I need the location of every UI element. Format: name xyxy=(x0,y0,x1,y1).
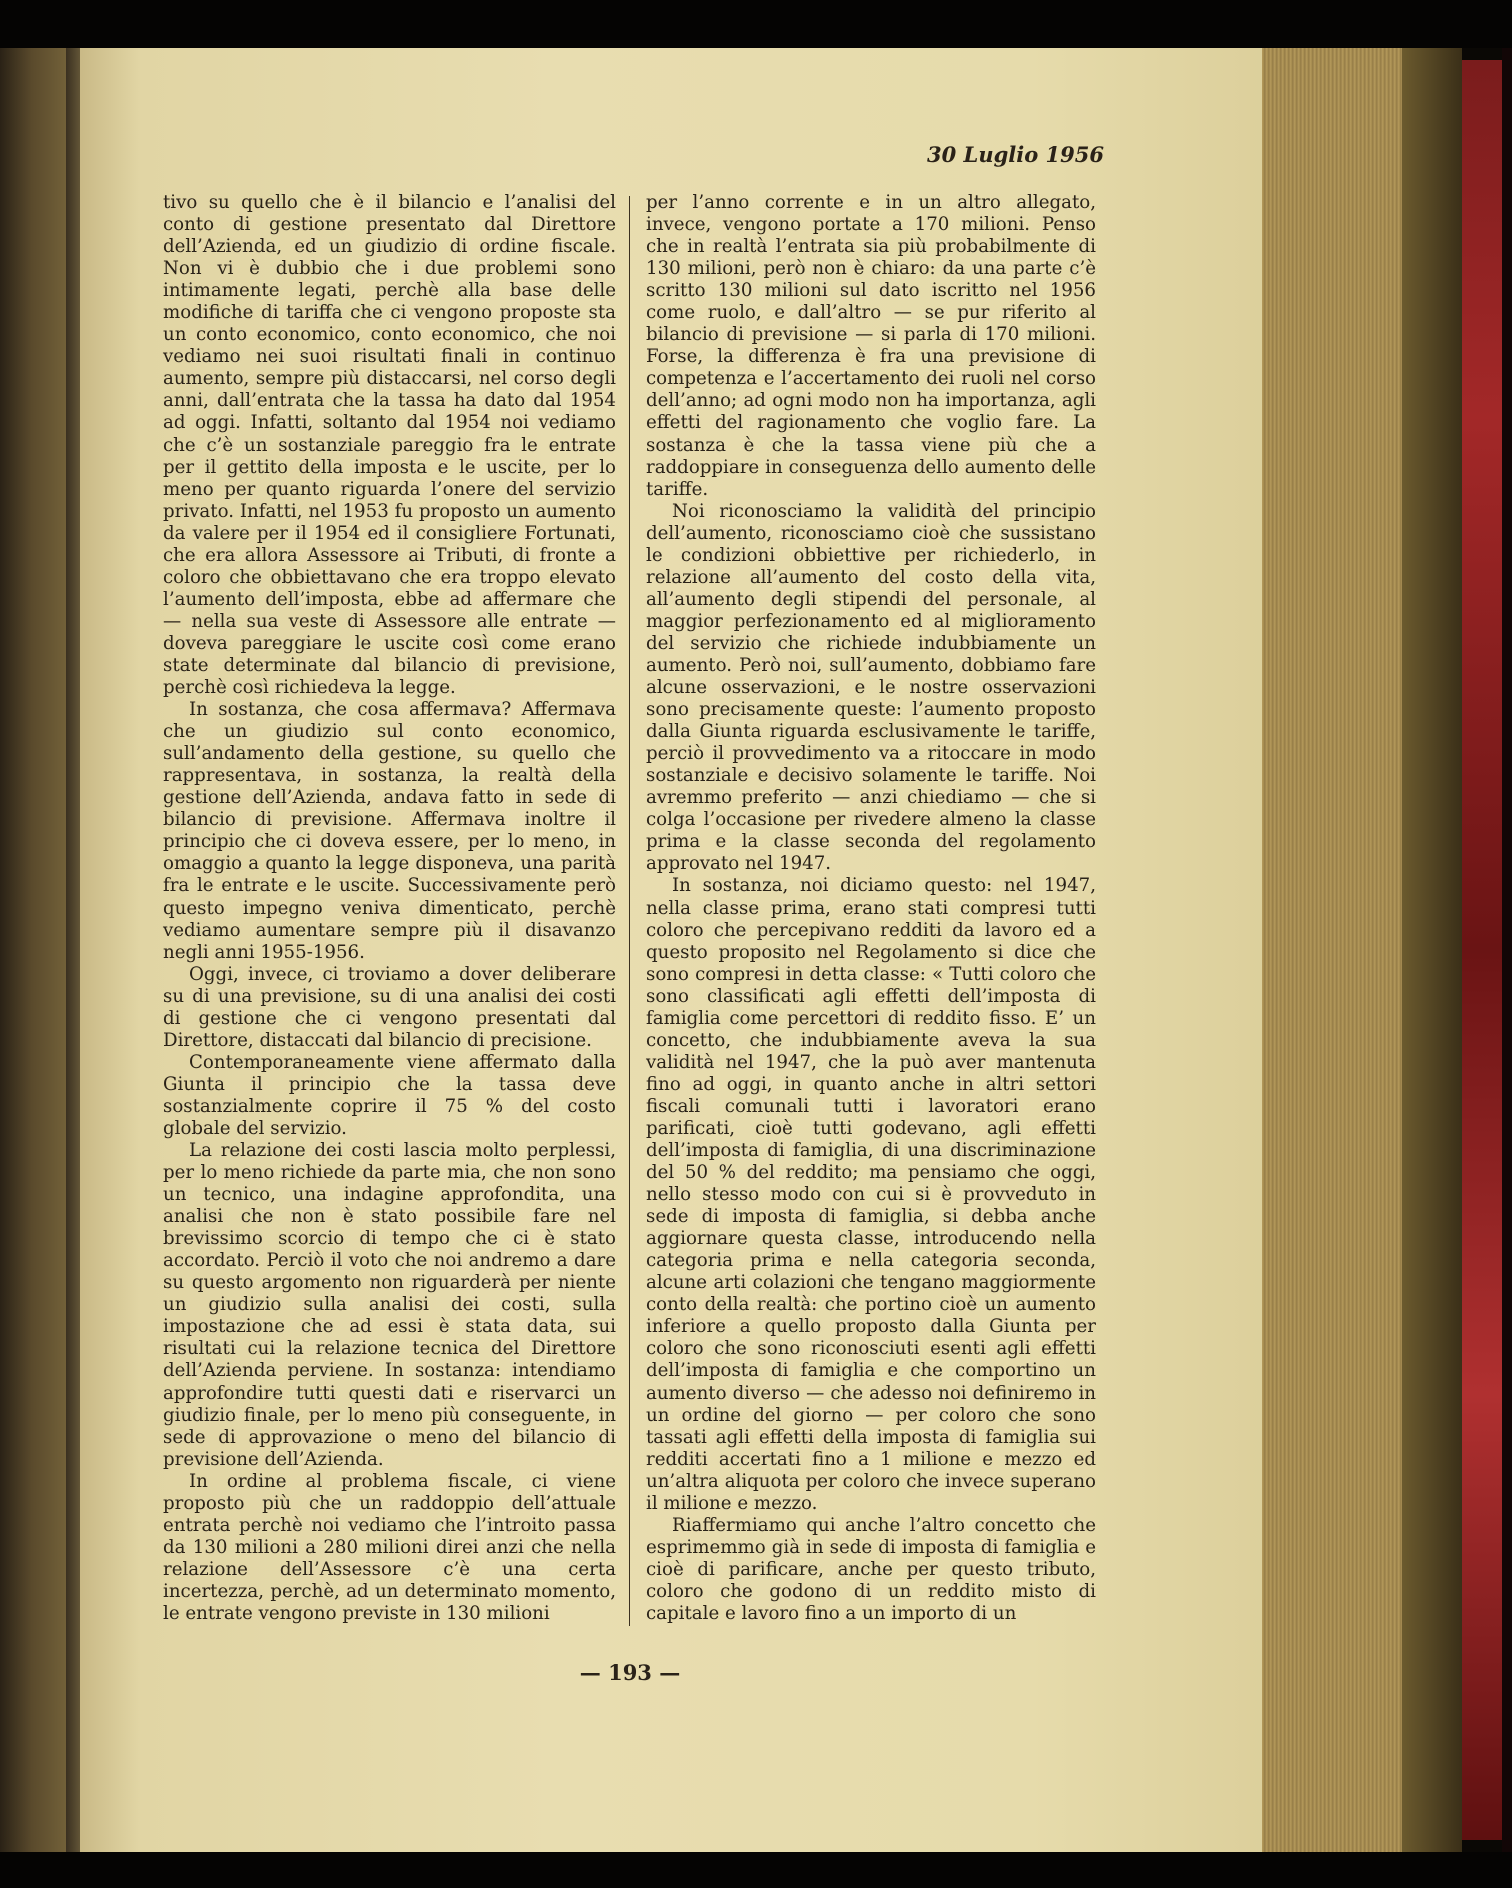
paragraph: Noi riconosciamo la validità del principio dell’aumento, riconosciamo cioè che sussistano le condizioni obbiettive per richiederlo, in relazione all’aumento del costo della vita, all’aumento degli stipendi del personale, al maggior perfezionamento ed al miglioramento del servizio che richiede indubbiamente un aumento. Però noi, sull’aumento, dobbiamo fare alcune osservazioni, e le nostre osservazioni sono precisamente queste: l’aumento proposto dalla Giunta riguarda esclusivamente le tariffe, perciò il provvedimento va a ritoccare in modo sostanziale e decisivo solamente le tariffe. Noi avremmo preferito — anzi chiediamo — che si colga l’occasione per rivedere almeno la classe prima e la classe seconda del regolamento approvato nel 1947. xyxy=(646,500,1096,875)
scan-top-border xyxy=(0,0,1512,48)
cover-shadow xyxy=(1502,48,1512,1852)
column-divider xyxy=(629,196,630,1626)
paragraph: In sostanza, che cosa affermava? Affermava che un giudizio sul conto economico, sull’andamento della gestione, su quello che rappresentava, in sostanza, la realtà della gestione dell’Azienda, andava fatto in sede di bilancio di previsione. Affermava inoltre il principio che ci doveva essere, per lo meno, in omaggio a quanto la legge disponeva, una parità fra le entrate e le uscite. Successivamente però questo impegno veniva dimenticato, perchè vediamo aumentare sempre più il disavanzo negli anni 1955-1956. xyxy=(163,699,616,963)
book-cover-edge xyxy=(1462,60,1502,1840)
paragraph: Riaffermiamo qui anche l’altro concetto che esprimemmo già in sede di imposta di famiglia e cioè di parificare, anche per questo tributo, coloro che godono di un reddito misto di capitale e lavoro fino a un importo di un xyxy=(646,1514,1096,1624)
text-column-right xyxy=(646,192,1096,1632)
paragraph: Contemporaneamente viene affermato dalla Giunta il principio che la tassa deve sostanzialmente coprire il 75 % del costo globale del servizio. xyxy=(163,1051,616,1139)
page-number: — 193 — xyxy=(579,1660,681,1685)
paragraph: per l’anno corrente e in un altro allegato, invece, vengono portate a 170 milioni. Penso che in realtà l’entrata sia più probabilmente di 130 milioni, però non è chiaro: da una parte c’è scritto 130 milioni sul dato iscritto nel 1956 come ruolo, e dall’altro — se pur riferito al bilancio di previsione — si parla di 170 milioni. Forse, la differenza è fra una previsione di competenza e l’accertamento dei ruoli nel corso dell’anno; ad ogni modo non ha importanza, agli effetti del ragionamento che voglio fare. La sostanza è che la tassa viene più che a raddoppiare in conseguenza dello aumento delle tariffe. xyxy=(646,192,1096,500)
running-header-date: 30 Luglio 1956 xyxy=(927,142,1104,167)
text-column-left xyxy=(163,192,616,1632)
paragraph: In sostanza, noi diciamo questo: nel 1947, nella classe prima, erano stati compresi tutti coloro che percepivano redditi da lavoro ed a questo proposito nel Regolamento si dice che sono compresi in detta classe: « Tutti coloro che sono classificati agli effetti dell’imposta di famiglia come percettori di reddito fisso. E’ un concetto, che indubbiamente aveva la sua validità nel 1947, che la può aver mantenuta fino ad oggi, in quanto anche in altri settori fiscali comunali tutti i lavoratori erano parificati, cioè tutti godevano, agli effetti dell’imposta di famiglia, di una discriminazione del 50 % del reddito; ma pensiamo che oggi, nello stesso modo con cui si è provveduto in sede di imposta di famiglia, si debba anche aggiornare questa classe, introducendo nella categoria prima e nella categoria seconda, alcune arti colazioni che tengano maggiormente conto della realtà: che portino cioè un aumento inferiore a quello proposto dalla Giunta per coloro che sono riconosciuti esenti agli effetti dell’imposta di famiglia e che comportino un aumento diverso — che adesso noi definiremo in un ordine del giorno — per coloro che sono tassati agli effetti della imposta di famiglia sui redditi accertati fino a 1 milione e mezzo ed un’altra aliquota per coloro che invece superano il milione e mezzo. xyxy=(646,875,1096,1514)
page-block-edges xyxy=(1262,48,1462,1852)
paragraph: Oggi, invece, ci troviamo a dover deliberare su di una previsione, su di una analisi dei costi di gestione che ci vengono presentati dal Direttore, distaccati dal bilancio di precisione. xyxy=(163,963,616,1051)
scan-bottom-border xyxy=(0,1852,1512,1888)
paragraph: In ordine al problema fiscale, ci viene proposto più che un raddoppio dell’attuale entrata perchè noi vediamo che l’introito passa da 130 milioni a 280 milioni direi anzi che nella relazione dell’Assessore c’è una certa incertezza, perchè, ad un determinato momento, le entrate vengono previste in 130 milioni xyxy=(163,1470,616,1624)
paragraph: La relazione dei costi lascia molto perplessi, per lo meno richiede da parte mia, che non sono un tecnico, una indagine approfondita, una analisi che non è stato possibile fare nel brevissimo scorcio di tempo che ci è stato accordato. Perciò il voto che noi andremo a dare su questo argomento non riguarderà per niente un giudizio sulla analisi dei costi, sulla impostazione che ad essi è stata data, sui risultati cui la relazione tecnica del Direttore dell’Azienda perviene. In sostanza: intendiamo approfondire tutti questi dati e riservarci un giudizio finale, per lo meno più conseguente, in sede di approvazione o meno del bilancio di previsione dell’Azienda. xyxy=(163,1140,616,1470)
paragraph: tivo su quello che è il bilancio e l’analisi del conto di gestione presentato dal Direttore dell’Azienda, ed un giudizio di ordine fiscale. Non vi è dubbio che i due problemi sono intimamente legati, perchè alla base delle modifiche di tariffa che ci vengono proposte sta un conto economico, conto economico, che noi vediamo nei suoi risultati finali in continuo aumento, sempre più distaccarsi, nel corso degli anni, dall’entrata che la tassa ha dato dal 1954 ad oggi. Infatti, soltanto dal 1954 noi vediamo che c’è un sostanziale pareggio fra le entrate per il gettito della imposta e le uscite, per lo meno per quanto riguarda l’onere del servizio privato. Infatti, nel 1953 fu proposto un aumento da valere per il 1954 ed il consigliere Fortunati, che era allora Assessore ai Tributi, di fronte a coloro che obbiettavano che era troppo elevato l’aumento dell’imposta, ebbe ad affermare che — nella sua veste di Assessore alle entrate — doveva pareggiare le uscite così come erano state determinate dal bilancio di previsione, perchè così richiedeva la legge. xyxy=(163,192,616,699)
